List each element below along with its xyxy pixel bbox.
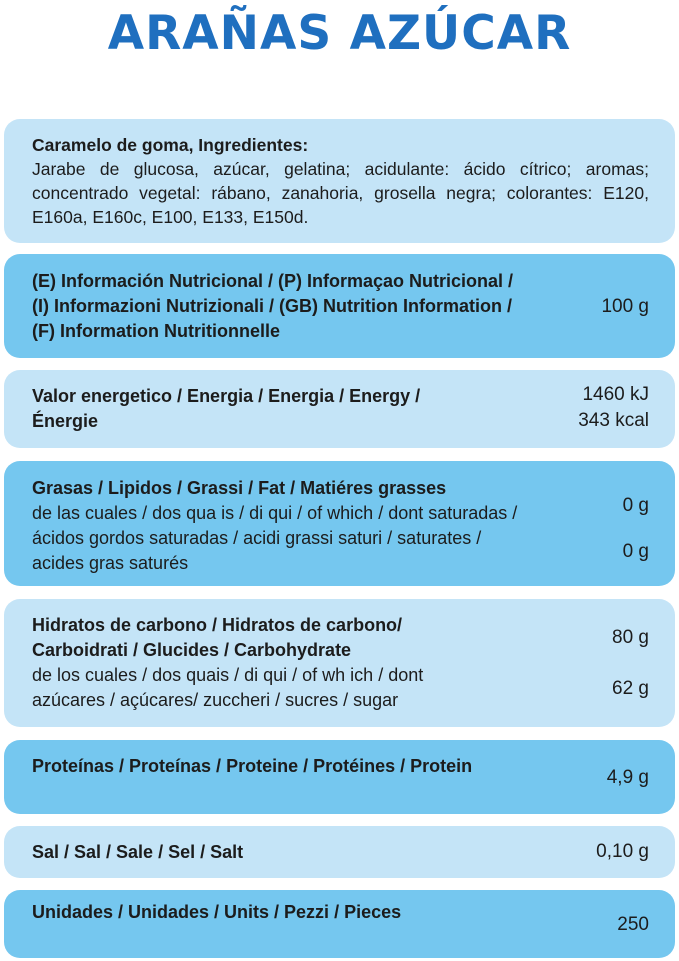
carbohydrates-panel — [4, 599, 675, 727]
energy-kcal-value: 343 kcal — [578, 410, 649, 431]
carbohydrates-sugars-value: 62 g — [612, 678, 649, 699]
ingredients-list: Jarabe de glucosa, azúcar, gelatina; acidulante: ácido cítrico; aromas; concentrado vegetal: rábano, zanahoria, grosella negra; colorantes: E120, E160a, E160c, E100, E133, E150d. — [32, 159, 649, 227]
ingredients-panel — [4, 119, 675, 243]
salt-label: Sal / Sal / Sale / Sel / Salt — [32, 842, 244, 862]
protein-label: Proteínas / Proteínas / Proteine / Protéines / Protein — [32, 756, 473, 776]
units-panel — [4, 890, 675, 958]
fat-saturates-value: 0 g — [622, 541, 649, 562]
units-label: Unidades / Unidades / Units / Pezzi / Pieces — [32, 902, 402, 922]
nutrition-header-label: (E) Información Nutricional / (P) Informaçao Nutricional / (I) Informazioni Nutrizionali / (GB) Nutrition Information / (F) Information Nutritionnelle — [32, 271, 514, 341]
nutrition-header-panel — [4, 254, 675, 358]
protein-panel — [4, 740, 675, 814]
protein-value: 4,9 g — [606, 767, 649, 788]
fat-saturates-label: de las cuales / dos qua is / di qui / of which / dont saturadas / ácidos gordos saturadas / acidi grassi saturi / saturates / acides gras saturés — [32, 503, 518, 573]
nutrition-header-value: 100 g — [601, 296, 649, 317]
salt-panel — [4, 826, 675, 878]
product-title: ARAÑAS AZÚCAR — [107, 6, 572, 61]
fat-label: Grasas / Lipidos / Grassi / Fat / Matiéres grasses — [32, 478, 447, 498]
energy-label: Valor energetico / Energia / Energia / Energy / Énergie — [32, 386, 421, 431]
carbohydrates-sugars-label: de los cuales / dos quais / di qui / of wh ich / dont azúcares / açúcares/ zuccheri / sucres / sugar — [32, 665, 424, 710]
ingredients-heading: Caramelo de goma, Ingredientes: — [32, 135, 309, 155]
ingredients-text-block — [32, 133, 649, 229]
carbohydrates-value: 80 g — [612, 627, 649, 648]
salt-value: 0,10 g — [596, 841, 649, 862]
energy-panel — [4, 370, 675, 448]
fat-panel — [4, 461, 675, 586]
fat-value: 0 g — [622, 495, 649, 516]
carbohydrates-label: Hidratos de carbono / Hidratos de carbono/ Carboidrati / Glucides / Carbohydrate — [32, 615, 403, 660]
units-value: 250 — [617, 914, 649, 935]
energy-kj-value: 1460 kJ — [582, 384, 649, 405]
